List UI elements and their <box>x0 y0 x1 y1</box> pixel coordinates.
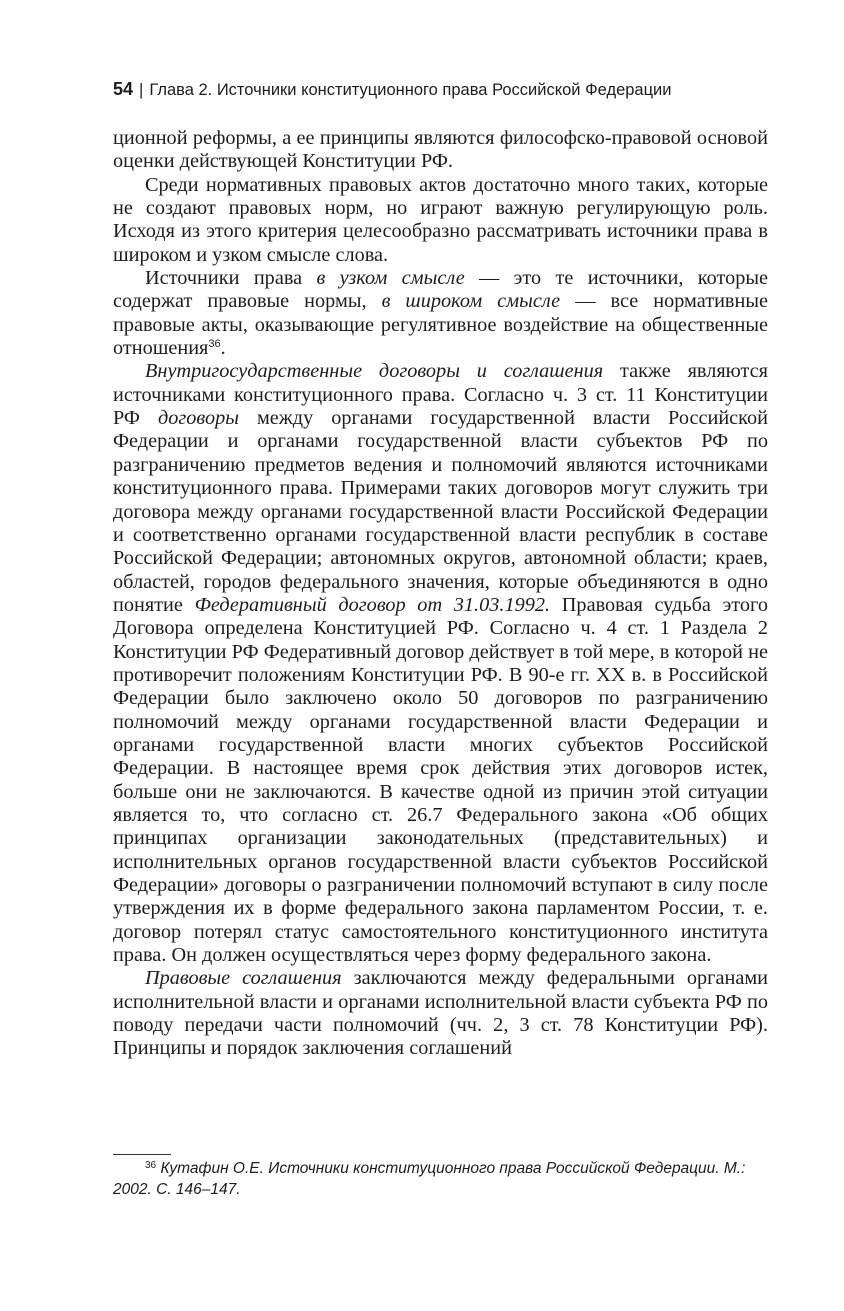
footnote-divider <box>113 1154 171 1155</box>
paragraph-3-text: — это те источники, которые содержат правовые нормы, <box>113 267 768 313</box>
footnote-reference[interactable]: 36 <box>208 338 221 351</box>
paragraph-4-emphasis: Внутригосударственные договоры и соглашения <box>145 360 604 383</box>
main-text <box>113 127 768 1061</box>
paragraph-5 <box>113 967 768 1060</box>
paragraph-3-emphasis: в широком смысле <box>381 290 561 313</box>
paragraph-3-emphasis: в узком смысле <box>316 267 465 290</box>
paragraph-3-text: Источники права <box>145 267 317 290</box>
chapter-title: Глава 2. Источники конституционного права Российской Федерации <box>149 81 672 99</box>
footnote-text: Кутафин О.Е. Источники конституционного права Российской Федерации. М.: 2002. С. 146–147. <box>113 1160 746 1198</box>
footnote <box>113 1158 768 1200</box>
running-head <box>113 77 753 102</box>
paragraph-3-text: . <box>220 337 226 360</box>
paragraph-3 <box>113 267 768 360</box>
paragraph-5-emphasis: Правовые соглашения <box>145 967 342 990</box>
paragraph-2: Среди нормативных правовых актов достаточно много таких, которые не создают правовых норм, но играют важную регулирующую роль. Исходя из этого критерия целесообразно рассматривать источники права в широком и узком смысле слова. <box>113 173 768 266</box>
paragraph-4-emphasis: Федеративный договор от 31.03.1992. <box>194 593 551 616</box>
paragraph-5-text: заключаются между федеральными органами исполнительной власти и органами исполнительной власти субъекта РФ по поводу передачи части полномочий (чч. 2, 3 ст. 78 Конституции РФ). Принципы и порядок заключения соглашений <box>113 967 769 1060</box>
paragraph-1: ционной реформы, а ее принципы являются философско-правовой основой оценки действующей Конституции РФ. <box>113 127 768 173</box>
header-separator: | <box>139 81 144 99</box>
footnote-number: 36 <box>145 1160 157 1171</box>
paragraph-4-text: Правовая судьба этого Договора определена Конституцией РФ. Согласно ч. 4 ст. 1 Раздела 2 Конституции РФ Федеративный договор действует в той мере, в которой не противоречит положениям Конституции РФ. В 90-е гг. XX в. в Российской Федерации было заключено около 50 договоров по разграничению полномочий между органами государственной власти Федерации и органами государственной власти многих субъектов Российской Федерации. В настоящее время срок действия этих договоров истек, больше они не заключаются. В качестве одной из причин этой ситуации является то, что согласно ст. 26.7 Федерального закона «Об общих принципах организации законодательных (представительных) и исполнительных органов государственной власти субъектов Российской Федерации» договоры о разграничении полномочий вступают в силу после утверждения их в форме федерального закона парламентом России, т. е. договор потерял статус самостоятельного конституционного института права. Он должен осуществляться через форму федерального закона. <box>113 593 769 967</box>
page-number: 54 <box>113 79 134 99</box>
paragraph-3-text: — все нормативные правовые акты, оказывающие регулятивное воздействие на общественные отношения <box>113 290 768 360</box>
paragraph-4-text: также являются источниками конституционного права. Согласно ч. 3 ст. 11 Конституции РФ <box>113 360 768 430</box>
paragraph-4 <box>113 360 768 967</box>
paragraph-4-text: между органами государственной власти Российской Федерации и органами государственной власти субъектов РФ по разграничению предметов ведения и полномочий являются источниками конституционного права. Примерами таких договоров могут служить три договора между органами государственной власти Российской Федерации и соответственно органами государственной власти республик в составе Российской Федерации; автономных округов, автономной области; краев, областей, городов федерального значения, которые объединяются в одно понятие <box>113 407 768 616</box>
paragraph-4-emphasis: договоры <box>157 407 239 430</box>
